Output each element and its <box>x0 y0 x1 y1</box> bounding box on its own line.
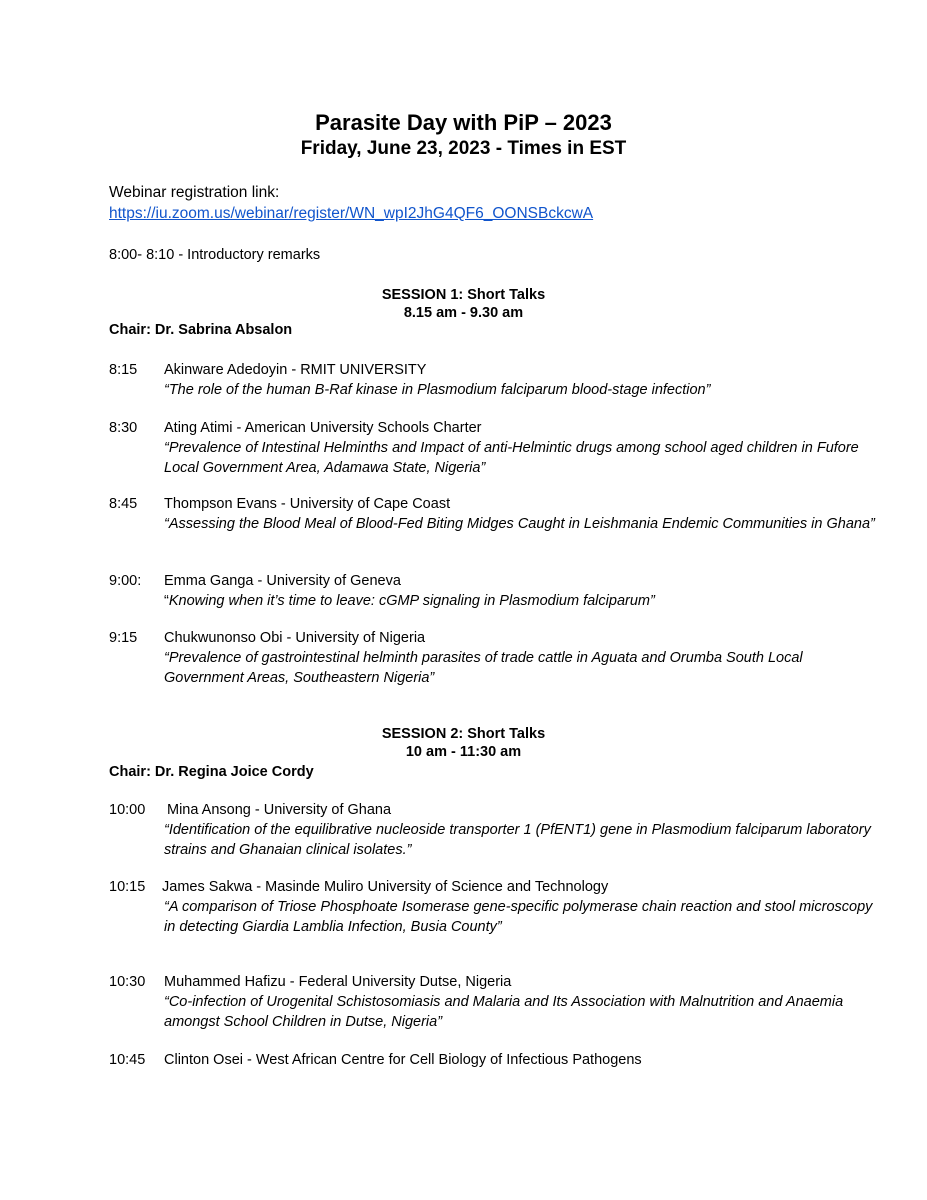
talk-speaker: Clinton Osei - West African Centre for Cell Biology of Infectious Pathogens <box>164 1052 642 1068</box>
talk-speaker: Thompson Evans - University of Cape Coast <box>164 496 451 512</box>
talk-speaker: Mina Ansong - University of Ghana <box>167 802 392 818</box>
talk-time: 8:15 <box>109 362 138 378</box>
talk-time: 10:45 <box>109 1052 146 1068</box>
registration-link[interactable]: https://iu.zoom.us/webinar/register/WN_wpI2JhG4QF6_OONSBckcwA <box>109 205 594 222</box>
session1-chair: Chair: Dr. Sabrina Absalon <box>109 322 293 338</box>
talk-time: 8:45 <box>109 496 138 512</box>
talk-time: 10:30 <box>109 974 146 990</box>
talk-speaker: Muhammed Hafizu - Federal University Dutse, Nigeria <box>164 974 512 990</box>
page-title: Parasite Day with PiP – 2023 <box>315 110 612 135</box>
talk-title: “The role of the human B-Raf kinase in Plasmodium falciparum blood-stage infection” <box>164 382 711 398</box>
talk-time: 8:30 <box>109 420 138 436</box>
talk-title <box>164 591 884 611</box>
talk-time: 10:15 <box>109 879 146 895</box>
talk-title: “Co-infection of Urogenital Schistosomiasis and Malaria and Its Association with Malnutrition and Anaemia amongst School Children in Dutse, Nigeria” <box>164 994 844 1030</box>
talk-speaker: Emma Ganga - University of Geneva <box>164 573 401 589</box>
registration-label: Webinar registration link: <box>109 184 280 201</box>
page-subtitle: Friday, June 23, 2023 - Times in EST <box>300 138 627 159</box>
session1-heading: SESSION 1: Short Talks <box>381 287 546 303</box>
talk-time: 9:15 <box>109 630 138 646</box>
talk-title: “Identification of the equilibrative nucleoside transporter 1 (PfENT1) gene in Plasmodium falciparum laboratory strains and Ghanaian clinical isolates.” <box>164 822 871 858</box>
intro-remarks: 8:00- 8:10 - Introductory remarks <box>109 247 321 263</box>
session2-chair: Chair: Dr. Regina Joice Cordy <box>109 764 314 780</box>
talk-speaker: James Sakwa - Masinde Muliro University of Science and Technology <box>162 879 609 895</box>
talk-speaker: Chukwunonso Obi - University of Nigeria <box>164 630 426 646</box>
talk-time: 10:00 <box>109 802 146 818</box>
session2-heading: SESSION 2: Short Talks <box>381 726 546 742</box>
talk-speaker: Akinware Adedoyin - RMIT UNIVERSITY <box>164 362 427 378</box>
talk-title-open-quote: “ <box>164 593 169 609</box>
session2-time: 10 am - 11:30 am <box>405 744 522 760</box>
session1-time: 8.15 am - 9.30 am <box>403 305 524 321</box>
talk-title: “Prevalence of gastrointestinal helminth parasites of trade cattle in Aguata and Orumba South Local Government Areas, Southeastern Nigeria” <box>164 650 803 686</box>
talk-speaker: Ating Atimi - American University Schools Charter <box>164 420 482 436</box>
talk-title: “Assessing the Blood Meal of Blood-Fed Biting Midges Caught in Leishmania Endemic Communities in Ghana” <box>164 516 875 532</box>
talk-title: “Prevalence of Intestinal Helminths and Impact of anti-Helmintic drugs among school aged children in Fufore Local Government Area, Adamawa State, Nigeria” <box>164 440 859 476</box>
talk-title: “A comparison of Triose Phosphoate Isomerase gene-specific polymerase chain reaction and stool microscopy in detecting Giardia Lamblia Infection, Busia County” <box>164 899 873 935</box>
talk-time: 9:00: <box>109 573 142 589</box>
talk-title-text: Knowing when it’s time to leave: cGMP signaling in Plasmodium falciparum” <box>168 593 655 609</box>
